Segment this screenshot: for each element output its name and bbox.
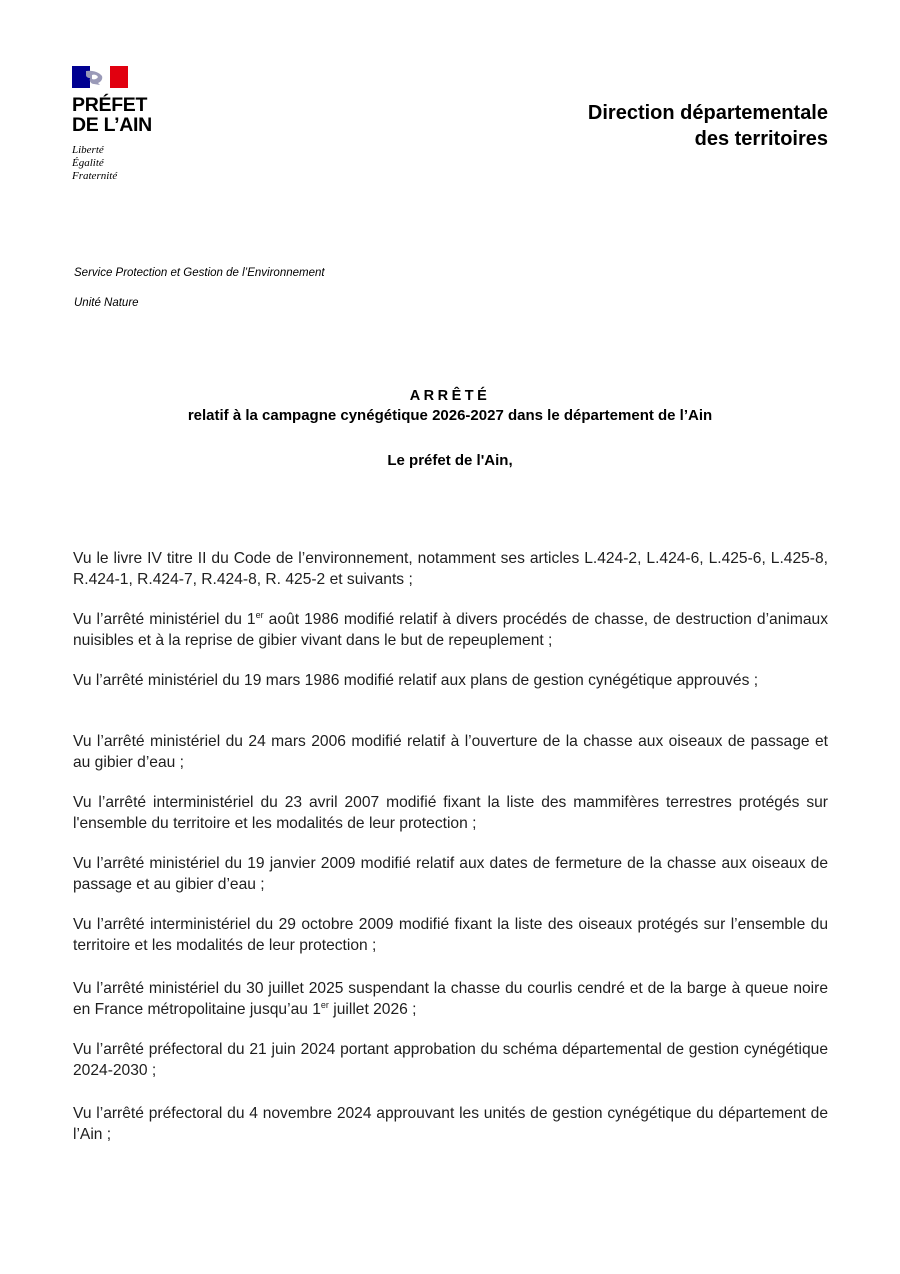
direction-line2: des territoires: [694, 128, 828, 150]
prefet-title-line2: DE L’AIN: [72, 113, 152, 136]
visa-text-after: juillet 2026 ;: [328, 1001, 417, 1018]
visa-paragraph: [73, 978, 828, 1020]
arrete-heading: ARRÊTÉ: [409, 388, 491, 404]
visa-text-before: Vu l’arrêté ministériel du 1: [73, 611, 256, 628]
motto-fraternite: Fraternité: [72, 170, 118, 182]
visa-paragraph: Vu l’arrêté interministériel du 23 avril 2007 modifié fixant la liste des mammifères terrestres protégés sur l'ensemble du territoire et les modalités de leur protection ;: [73, 794, 828, 832]
visa-paragraph: Vu l’arrêté ministériel du 19 janvier 2009 modifié relatif aux dates de fermeture de la chasse aux oiseaux de passage et au gibier d’eau ;: [73, 855, 828, 893]
visa-text-before: Vu l’arrêté ministériel du 30 juillet 2025 suspendant la chasse du courlis cendré et de la barge à queue noire en France métropolitaine jusqu’au 1: [73, 980, 828, 1018]
visa-paragraph: Vu l’arrêté préfectoral du 4 novembre 2024 approuvant les unités de gestion cynégétique du département de l’Ain ;: [73, 1105, 828, 1143]
direction-heading: [588, 100, 828, 152]
visa-paragraph: [73, 609, 828, 651]
motto-egalite: Égalité: [72, 157, 104, 169]
republic-motto: [72, 144, 212, 183]
prefet-line: Le préfet de l'Ain,: [387, 452, 513, 469]
marianne-logo-block: [72, 66, 212, 183]
visa-paragraph: Vu l’arrêté interministériel du 29 octobre 2009 modifié fixant la liste des oiseaux protégés sur l’ensemble du territoire et les modalités de leur protection ;: [73, 916, 828, 954]
visa-superscript: er: [320, 999, 329, 1010]
visa-paragraph: Vu l’arrêté ministériel du 24 mars 2006 modifié relatif à l’ouverture de la chasse aux oiseaux de passage et au gibier d’eau ;: [73, 733, 828, 771]
visa-paragraph: Vu l’arrêté ministériel du 19 mars 1986 modifié relatif aux plans de gestion cynégétique approuvés ;: [73, 672, 759, 689]
unit-name: Unité Nature: [74, 297, 139, 309]
direction-line1: Direction départementale: [587, 102, 828, 124]
service-name: Service Protection et Gestion de l’Environnement: [74, 267, 325, 279]
arrete-subtitle: relatif à la campagne cynégétique 2026-2027 dans le département de l’Ain: [187, 407, 713, 424]
prefet-title: [72, 96, 212, 135]
prefet-title-line1: PRÉFET: [72, 94, 148, 116]
motto-liberte: Liberté: [72, 144, 104, 156]
visa-paragraph: Vu le livre IV titre II du Code de l’environnement, notamment ses articles L.424-2, L.424-6, L.425-6, L.425-8, R.424-1, R.424-7, R.424-8, R. 425-2 et suivants ;: [73, 550, 828, 588]
marianne-flag-icon: [72, 66, 128, 88]
visa-text-after: août 1986 modifié relatif à divers procédés de chasse, de destruction d’animaux nuisibles et à la reprise de gibier vivant dans le but de repeuplement ;: [73, 611, 828, 649]
visa-superscript: er: [255, 609, 264, 620]
visa-paragraph: Vu l’arrêté préfectoral du 21 juin 2024 portant approbation du schéma départemental de gestion cynégétique 2024-2030 ;: [73, 1041, 828, 1079]
